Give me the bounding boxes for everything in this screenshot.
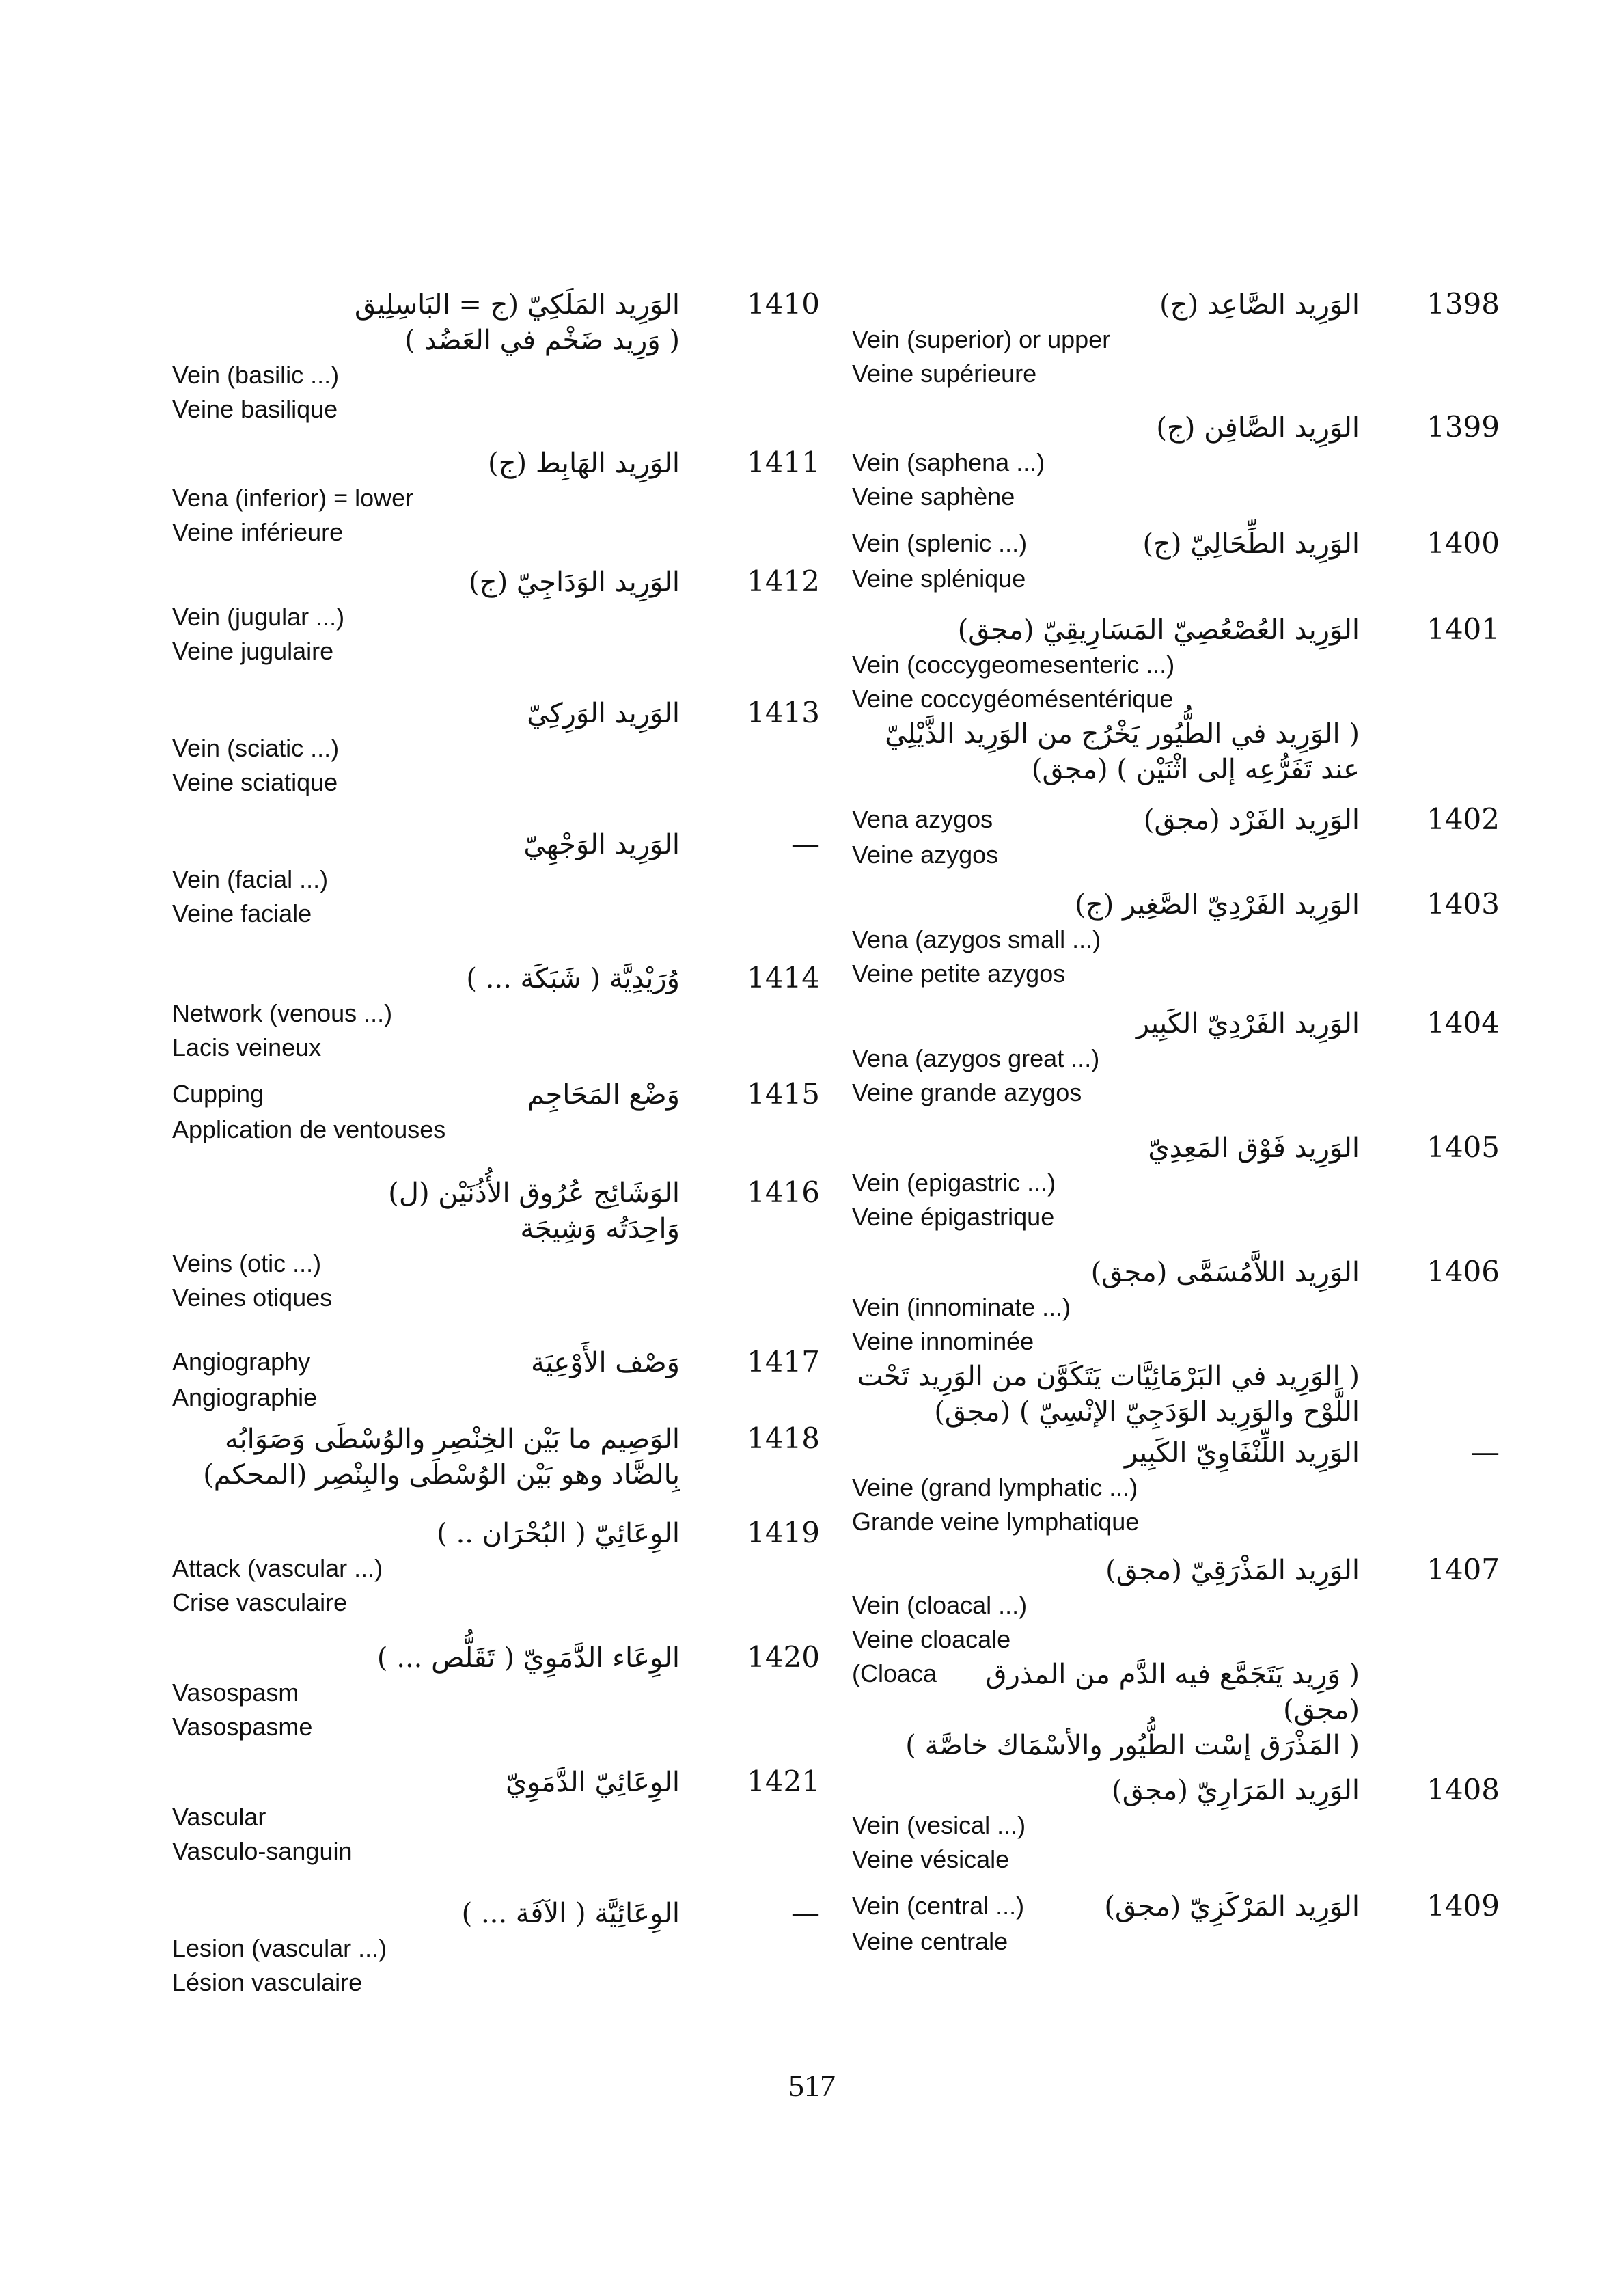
arabic-note: ( الوَرِيد في الطُّيُور يَخْرُج من الوَرِيد الذَّيْلِيّ (885, 718, 1360, 750)
term-row (844, 1889, 1500, 1925)
dictionary-entry (164, 1765, 820, 1868)
dictionary-entry (844, 287, 1500, 391)
term-row (164, 1077, 820, 1113)
latin-term: Veins (otic ...) (172, 1249, 322, 1277)
entry-number: 1416 (747, 1175, 820, 1209)
dictionary-entry (164, 827, 820, 931)
entry-number: 1414 (747, 961, 820, 994)
latin-term: Vena (azygos small ...) (852, 925, 1101, 953)
dictionary-entry (844, 1889, 1500, 1959)
entry-number: 1412 (747, 565, 820, 598)
page-number: 517 (788, 2068, 836, 2103)
latin-term: Veine basilique (172, 395, 338, 423)
entry-number: 1415 (747, 1077, 820, 1111)
entry-number: 1407 (1427, 1553, 1500, 1586)
entry-number: 1404 (1427, 1006, 1500, 1039)
arabic-term: الوَرِيد اللاَّمُسَمَّى (مجق) (1090, 1257, 1360, 1288)
latin-term: Veine inférieure (172, 518, 344, 546)
dictionary-entry (844, 410, 1500, 514)
latin-term: Veine saphène (852, 482, 1015, 511)
arabic-term: بِالضَّاد وهو بَيْن الوُسْطَى والبِنْصِر (المحكم) (203, 1459, 680, 1491)
arabic-term: الوَرِيد الصَّاعِد (ج) (1159, 289, 1360, 321)
arabic-term: الوِعَائِيَّة ( الآفَة ... ) (461, 1898, 680, 1929)
dictionary-entry (164, 1896, 820, 2000)
dictionary-entry (164, 565, 820, 668)
arabic-note: (مجق) (1283, 1694, 1360, 1726)
entry-number: 1402 (1427, 802, 1500, 836)
latin-term: Veine cloacale (852, 1625, 1011, 1653)
entry-number: 1409 (1427, 1889, 1500, 1922)
latin-term: Veine azygos (852, 841, 999, 869)
entry-number: — (791, 1896, 820, 1929)
entry-number: 1408 (1427, 1773, 1500, 1806)
arabic-term: الوَرِيد الوَدَاجِيّ (ج) (469, 567, 680, 598)
dictionary-entry (844, 887, 1500, 991)
dictionary-entry (164, 696, 820, 800)
latin-term: Veine épigastrique (852, 1203, 1055, 1231)
entry-number: 1399 (1427, 410, 1500, 444)
arabic-term: الوَرِيد الهَابِط (ج) (488, 448, 680, 479)
arabic-term: وَاحِدَتُه وَشِيجَة (520, 1213, 680, 1245)
arabic-term: الوِعَائِيّ الدَّمَوِيّ (506, 1767, 680, 1798)
dictionary-entry (844, 1553, 1500, 1763)
arabic-term: الوَرِيد الصَّافِن (ج) (1156, 412, 1360, 444)
entry-number: 1413 (747, 696, 820, 729)
latin-term: Grande veine lymphatique (852, 1508, 1140, 1536)
latin-term: Vein (innominate ...) (852, 1293, 1071, 1321)
entry-number: 1418 (747, 1422, 820, 1455)
latin-term: Vein (epigastric ...) (852, 1169, 1056, 1197)
latin-term: Vein (cloacal ...) (852, 1591, 1028, 1619)
term-row (844, 526, 1500, 562)
left-column (844, 287, 1500, 1959)
dictionary-entry (164, 446, 820, 549)
arabic-term: الوَشَائِج عُرُوق الأُذُنَيْن (ل) (388, 1178, 680, 1209)
entry-number: — (791, 827, 820, 860)
dictionary-entry (164, 1077, 820, 1147)
dictionary-entry (164, 287, 820, 426)
entry-number: 1406 (1427, 1255, 1500, 1288)
latin-term: (Cloaca (852, 1659, 937, 1687)
arabic-term: الوَرِيد المَرَارِيّ (مجق) (1112, 1775, 1360, 1806)
latin-term: Vein (splenic ...) (852, 529, 1028, 557)
dictionary-entry (844, 612, 1500, 787)
arabic-term: الوَرِيد المَذْرَقِيّ (مجق) (1105, 1555, 1360, 1586)
arabic-term: الوَرِيد الطِّحَالِيّ (ج) (1142, 528, 1360, 560)
latin-term: Vein (vesical ...) (852, 1811, 1026, 1839)
latin-term: Vein (jugular ...) (172, 603, 345, 631)
latin-term: Vein (facial ...) (172, 865, 329, 893)
arabic-note: اللَّوْح والوَرِيد الوَدَجِيّ الإنْسِيّ ) (مجق) (934, 1396, 1360, 1428)
dictionary-entry (844, 802, 1500, 872)
arabic-term: الوَرِيد المَرْكَزِيّ (مجق) (1104, 1891, 1360, 1922)
latin-term: Vasospasm (172, 1678, 299, 1707)
dictionary-entry (844, 1130, 1500, 1234)
arabic-term: الوَرِيد الفَرْدِيّ الصَّغِير (ج) (1075, 889, 1360, 921)
latin-term: Veine splénique (852, 565, 1026, 593)
latin-term: Vein (coccygeomesenteric ...) (852, 651, 1175, 679)
dictionary-entry (844, 526, 1500, 596)
latin-term: Cupping (172, 1080, 264, 1108)
entry-number: 1403 (1427, 887, 1500, 921)
entry-number: 1411 (747, 446, 820, 479)
dictionary-entry (164, 1422, 820, 1493)
arabic-term: وَصْف الأَوْعِيَة (530, 1347, 680, 1378)
arabic-term: الوِعَائِيّ ( البُحْرَان .. ) (437, 1518, 680, 1549)
latin-term: Vein (superior) or upper (852, 325, 1111, 353)
latin-term: Vein (basilic ...) (172, 361, 340, 389)
dictionary-entry (844, 1255, 1500, 1430)
arabic-note: ( المَذْرَق إسْت الطُّيُور والأسْمَاك خاصَّة ) (905, 1730, 1360, 1761)
latin-term: Vein (saphena ...) (852, 448, 1045, 476)
arabic-term: الوَرِيد فَوْق المَعِدِيّ (1148, 1132, 1360, 1164)
latin-term: Crise vasculaire (172, 1588, 348, 1616)
term-row (844, 802, 1500, 838)
latin-term: Vasospasme (172, 1713, 313, 1741)
arabic-note: عند تَفَرُّعِه إلى اثْنَيْن ) (مجق) (1031, 754, 1360, 785)
latin-term: Angiographie (172, 1383, 318, 1411)
dictionary-entry (164, 1345, 820, 1415)
arabic-term: الوَرِيد الوَرِكِيّ (527, 698, 680, 729)
latin-term: Veine faciale (172, 899, 312, 927)
entry-number: 1419 (747, 1516, 820, 1549)
arabic-term: الوَرِيد اللِّنْفَاوِيّ الكَبِير (1124, 1437, 1360, 1469)
entry-number: — (1471, 1435, 1500, 1469)
latin-term: Veine vésicale (852, 1845, 1010, 1873)
arabic-term: الوِعَاء الدَّمَوِيّ ( تَقَلُّص ... ) (376, 1642, 680, 1674)
latin-term: Veine centrale (852, 1927, 1008, 1955)
latin-term: Vena (inferior) = lower (172, 484, 414, 512)
arabic-note: ( وَرِيد يَتَجَمَّع فيه الدَّم من المذرق (985, 1659, 1360, 1690)
dictionary-entry (844, 1773, 1500, 1877)
dictionary-entry (844, 1435, 1500, 1539)
entry-number: 1405 (1427, 1130, 1500, 1164)
arabic-term: الوَصِيم ما بَيْن الخِنْصِر والوُسْطَى وَصَوَابُه (225, 1424, 680, 1455)
right-column (164, 287, 820, 2000)
entry-number: 1421 (747, 1765, 820, 1798)
entry-number: 1420 (747, 1640, 820, 1674)
latin-term: Vein (central ...) (852, 1892, 1025, 1920)
arabic-term: وُرَيْدِيَّة ( شَبَكَة ... ) (466, 963, 680, 994)
latin-term: Veine supérieure (852, 359, 1037, 388)
term-row (164, 1345, 820, 1381)
latin-term: Angiography (172, 1348, 311, 1376)
latin-term: Vena (azygos great ...) (852, 1044, 1100, 1072)
arabic-note: ( الوَرِيد في البَرْمَائِيَّات يَتَكَوَّن من الوَرِيد تَحْت (857, 1361, 1360, 1392)
entry-number: 1400 (1427, 526, 1500, 560)
latin-term: Lacis veineux (172, 1033, 322, 1061)
dictionary-entry (164, 1516, 820, 1620)
term-row (844, 1657, 1500, 1692)
latin-term: Lésion vasculaire (172, 1968, 363, 1996)
latin-term: Vena azygos (852, 805, 993, 833)
arabic-term: الوَرِيد المَلَكِيّ (ج = البَاسِلِيق (354, 289, 680, 321)
latin-term: Vascular (172, 1803, 266, 1831)
latin-term: Application de ventouses (172, 1115, 446, 1143)
arabic-term: وَضْع المَحَاجِم (527, 1079, 680, 1111)
latin-term: Veine sciatique (172, 768, 338, 796)
entry-number: 1401 (1427, 612, 1500, 646)
latin-term: Veine coccygéomésentérique (852, 685, 1174, 713)
dictionary-entry (164, 961, 820, 1065)
arabic-term: الوَرِيد العُصْعُصِيّ المَسَارِيقِيّ (مجق) (957, 614, 1360, 646)
latin-term: Veine grande azygos (852, 1078, 1082, 1106)
latin-term: Lesion (vascular ...) (172, 1934, 387, 1962)
arabic-term: الوَرِيد الفَرْد (مجق) (1143, 804, 1360, 836)
latin-term: Vein (sciatic ...) (172, 734, 340, 762)
dictionary-entry (164, 1175, 820, 1315)
arabic-term: ( وَرِيد ضَخْم في العَضُد ) (404, 325, 680, 356)
entry-number: 1410 (747, 287, 820, 321)
entry-number: 1417 (747, 1345, 820, 1378)
latin-term: Veine jugulaire (172, 637, 334, 665)
arabic-term: الوَرِيد الفَرْدِيّ الكَبِير (1136, 1008, 1360, 1039)
latin-term: Attack (vascular ...) (172, 1554, 383, 1582)
latin-term: Veine petite azygos (852, 960, 1066, 988)
dictionary-entry (164, 1640, 820, 1744)
entry-number: 1398 (1427, 287, 1500, 321)
latin-term: Veine (grand lymphatic ...) (852, 1473, 1138, 1501)
latin-term: Vasculo-sanguin (172, 1837, 353, 1865)
latin-term: Veine innominée (852, 1327, 1034, 1355)
latin-term: Veines otiques (172, 1283, 333, 1311)
arabic-term: الوَرِيد الوَجْهِيّ (523, 829, 680, 860)
latin-term: Network (venous ...) (172, 999, 393, 1027)
dictionary-entry (844, 1006, 1500, 1110)
